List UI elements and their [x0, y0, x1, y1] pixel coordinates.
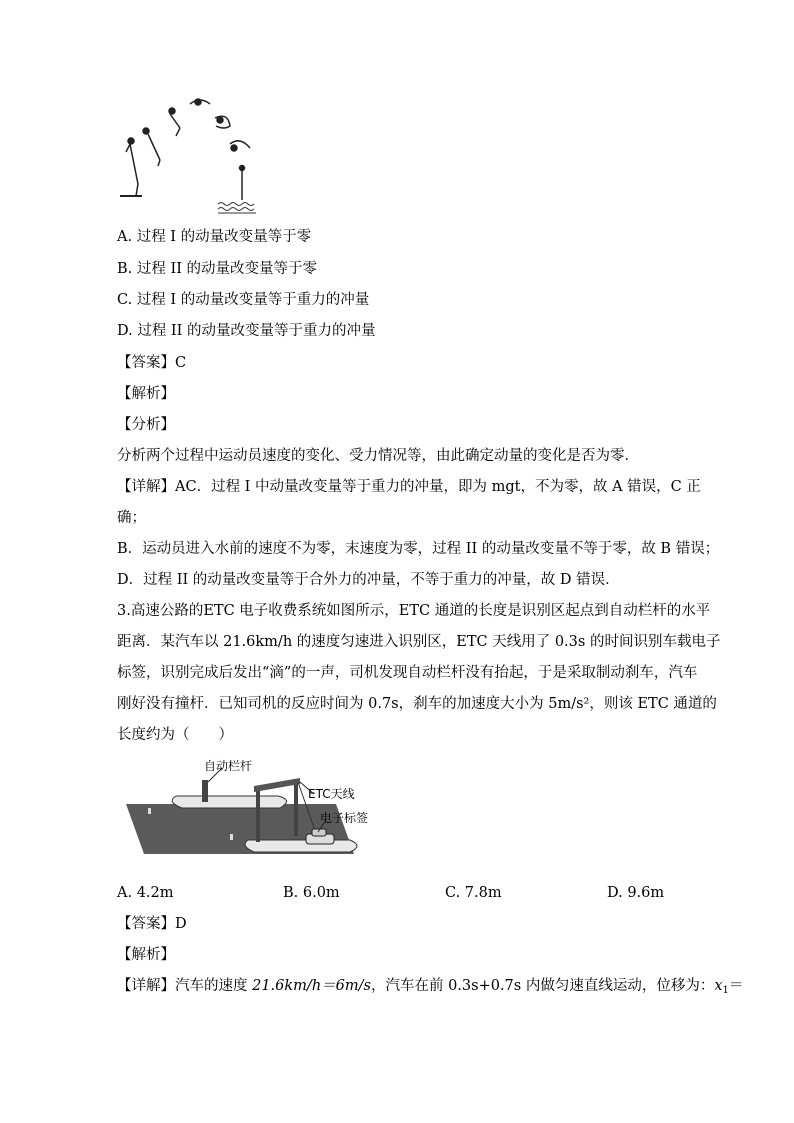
q2-detail-line-1: 【详解】AC．过程 I 中动量改变量等于重力的冲量，即为 mgt，不为零，故 A 错误，C 正 — [117, 479, 701, 495]
q3-detail-formula: 21.6km/h＝6m/s — [252, 978, 371, 994]
q3-detail-var: x — [714, 978, 723, 994]
q2-fenxi-heading: 【分析】 — [117, 417, 175, 433]
q3-option-d: D. 9.6m — [607, 885, 665, 901]
q3-stem-line-1: 3.高速公路的ETC 电子收费系统如图所示，ETC 通道的长度是识别区起点到自动栏杆的水平 — [117, 603, 711, 619]
q2-option-a: A. 过程 I 的动量改变量等于零 — [117, 229, 312, 245]
q3-option-a: A. 4.2m — [117, 885, 174, 901]
q3-detail-eq: ＝ — [728, 978, 744, 994]
q3-jiexi: 【解析】 — [117, 947, 175, 963]
diver-motion-figure — [120, 96, 270, 218]
q3-detail-line — [117, 976, 744, 1001]
tag-label: 电子标签 — [320, 811, 369, 825]
q3-stem-line-5: 长度约为（ ） — [117, 727, 233, 743]
q2-option-b: B. 过程 II 的动量改变量等于零 — [117, 261, 318, 277]
q3-stem-line-3: 标签，识别完成后发出“滴”的一声，司机发现自动栏杆没有抬起，于是采取制动刹车，汽车 — [117, 665, 698, 681]
q2-jiexi: 【解析】 — [117, 386, 175, 402]
q3-stem-line-4: 刚好没有撞杆．已知司机的反应时间为 0.7s，刹车的加速度大小为 5m/s²，则该 ETC 通道的 — [117, 696, 717, 712]
q3-option-c: C. 7.8m — [445, 885, 502, 901]
q2-fenxi-text: 分析两个过程中运动员速度的变化、受力情况等，由此确定动量的变化是否为零． — [117, 448, 639, 464]
q2-answer: 【答案】C — [117, 355, 187, 371]
etc-lane-figure — [118, 758, 378, 866]
barrier-label: 自动栏杆 — [204, 759, 253, 773]
q3-detail-text-2: ，汽车在前 0.3s+0.7s 内做匀速直线运动，位移为： — [370, 978, 715, 994]
q2-detail-line-4: D．过程 II 的动量改变量等于合外力的冲量，不等于重力的冲量，故 D 错误． — [117, 572, 620, 588]
q3-stem-line-2: 距离．某汽车以 21.6km/h 的速度匀速进入识别区，ETC 天线用了 0.3s 的时间识别车载电子 — [117, 634, 721, 650]
antenna-label: ETC天线 — [308, 787, 355, 801]
q2-option-d: D. 过程 II 的动量改变量等于重力的冲量 — [117, 323, 376, 339]
q3-detail-heading: 【详解】 — [117, 978, 175, 994]
q2-option-c: C. 过程 I 的动量改变量等于重力的冲量 — [117, 292, 370, 308]
q2-detail-line-3: B．运动员进入水前的速度不为零，末速度为零，过程 II 的动量改变量不等于零，故 B 错误； — [117, 541, 720, 557]
q3-option-b: B. 6.0m — [283, 885, 340, 901]
q3-detail-text-1: 汽车的速度 — [175, 978, 253, 994]
q2-detail-line-2: 确； — [117, 510, 146, 526]
q3-detail-sub: 1 — [722, 985, 729, 996]
q3-answer: 【答案】D — [117, 916, 187, 932]
